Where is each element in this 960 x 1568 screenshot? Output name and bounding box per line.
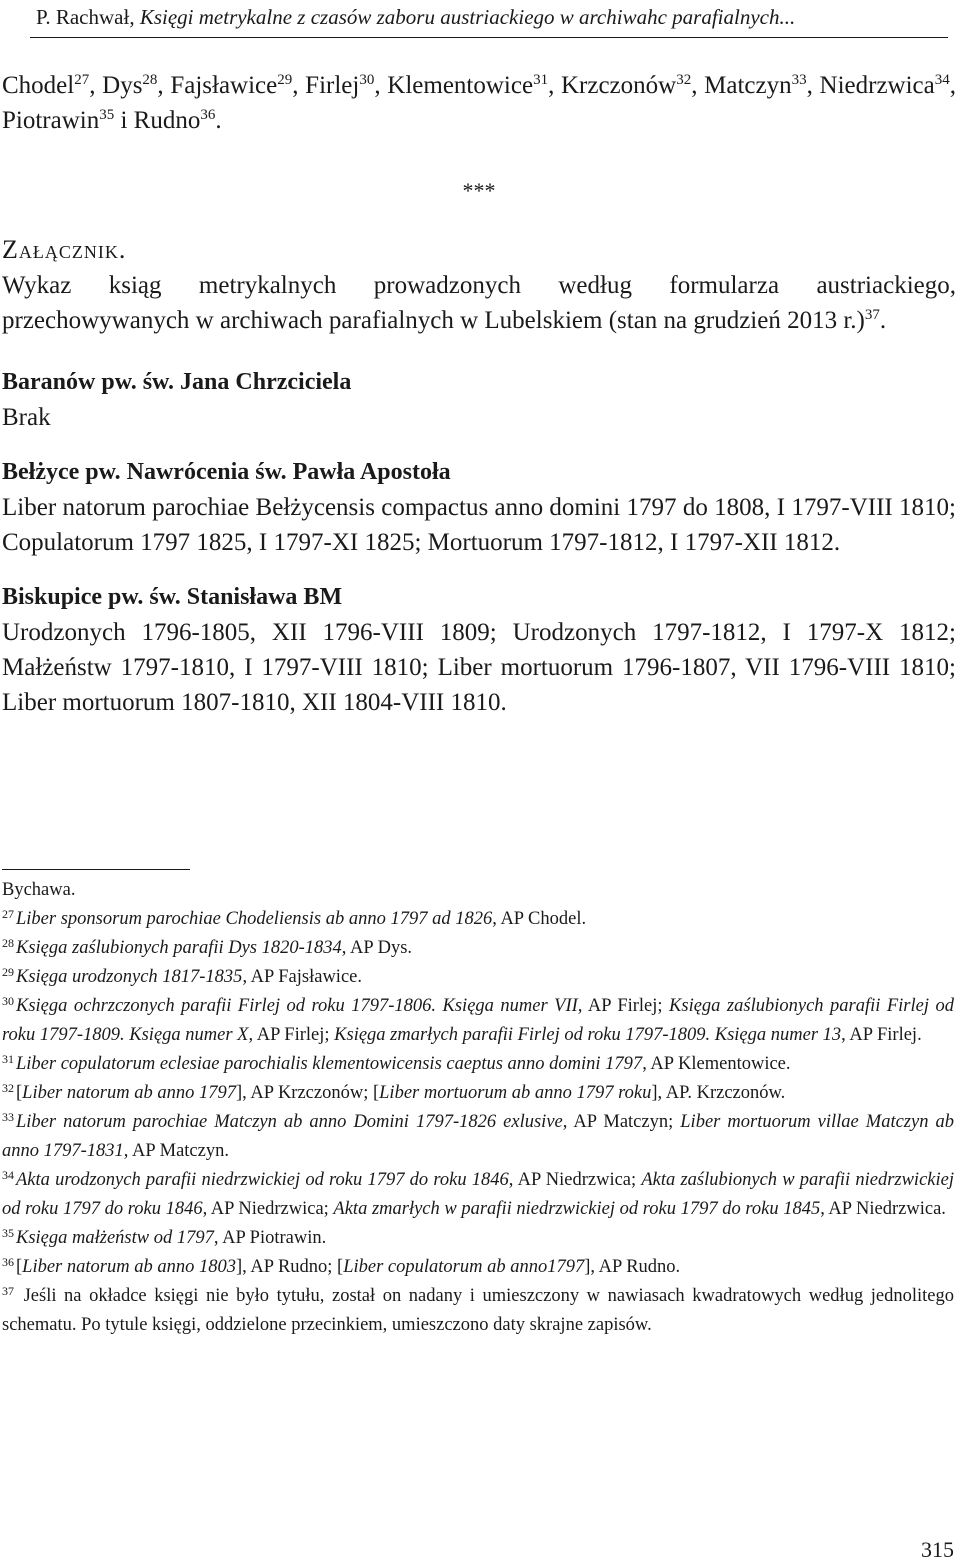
intro-text: Chodel bbox=[2, 72, 75, 99]
footnote bbox=[2, 934, 954, 963]
footnote-ref: 27 bbox=[74, 72, 90, 88]
appendix-heading bbox=[2, 233, 956, 268]
footnote-number: 36 bbox=[2, 1255, 14, 1269]
entry-title: Baranów pw. św. Jana Chrzciciela bbox=[2, 369, 352, 395]
footnote-ref: 31 bbox=[533, 72, 549, 88]
footnote-number: 29 bbox=[2, 965, 14, 979]
footnote-number: 31 bbox=[2, 1052, 14, 1066]
footnote-text: , AP Niedrzwica; bbox=[202, 1199, 334, 1219]
footnote-text: , AP Fajsławice. bbox=[242, 967, 362, 987]
intro-text: , Piotrawin bbox=[2, 72, 956, 134]
footnote-text: , AP Dys. bbox=[341, 938, 413, 958]
footnote-ref: 35 bbox=[99, 107, 115, 123]
footnote-title: Księga zaślubionych parafii Firlej od roku 1797-1809. Księga numer X bbox=[2, 996, 954, 1045]
footnote-text: Bychawa. bbox=[2, 880, 76, 900]
footnote-ref: 34 bbox=[934, 72, 950, 88]
footnote bbox=[2, 992, 954, 1050]
footnote-title: Liber natorum parochiae Matczyn ab anno Domini 1797-1826 exlusive bbox=[16, 1112, 563, 1132]
appendix-description-text: Wykaz ksiąg metrykalnych prowadzonych według formularza austriackiego, przechowywanych w archiwach parafialnych w Lubelskiem (stan na grudzień 2013 r.) bbox=[2, 272, 956, 334]
footnote-text: , AP Niedrzwica; bbox=[508, 1170, 642, 1190]
intro-text: . bbox=[215, 107, 222, 134]
footnote-text: ], AP Krzczonów; [ bbox=[235, 1083, 380, 1103]
running-header bbox=[36, 4, 946, 30]
footnote bbox=[2, 963, 954, 992]
footnote-text: ], AP Rudno; [ bbox=[235, 1257, 344, 1277]
intro-text: , Firlej bbox=[292, 72, 360, 99]
appendix-description: Wykaz ksiąg metrykalnych prowadzonych według formularza austriackiego, przechowywanych w archiwach parafialnych w Lubelskiem (stan na grudzień 2013 r.)$^{37}$. bbox=[2, 272, 956, 334]
footnote-text: , AP Matczyn; bbox=[562, 1112, 681, 1132]
footnote-text: , AP Firlej; bbox=[248, 1025, 335, 1045]
header-rule bbox=[30, 37, 948, 38]
footnote-title: Księga zmarłych parafii Firlej od roku 1797-1809. Księga numer 13 bbox=[334, 1025, 842, 1045]
footnote-title: Liber mortuorum ab anno 1797 roku bbox=[379, 1083, 652, 1103]
footnote bbox=[2, 876, 954, 905]
appendix-footnote-ref: 37 bbox=[864, 307, 880, 323]
footnote-title: Liber sponsorum parochiae Chodeliensis ab anno 1797 ad 1826 bbox=[16, 909, 493, 929]
footnote-ref: 28 bbox=[142, 72, 158, 88]
intro-paragraph bbox=[2, 68, 956, 138]
footnote bbox=[2, 1166, 954, 1224]
entry-text: Liber natorum parochiae Bełżycensis compactus anno domini 1797 do 1808, I 1797-VIII 1810; Copulatorum 1797 1825, I 1797-XI 1825; Mortuorum 1797-1812, I 1797-XII 1812. bbox=[2, 494, 956, 556]
footnote-text: [ bbox=[16, 1083, 23, 1103]
header-author: P. Rachwał, bbox=[36, 5, 140, 29]
intro-text: , Matczyn bbox=[691, 72, 792, 99]
footnote-title: Księga urodzonych 1817-1835 bbox=[16, 967, 243, 987]
footnote-ref: 30 bbox=[359, 72, 375, 88]
footnotes bbox=[2, 876, 954, 1340]
footnote bbox=[2, 1079, 954, 1108]
footnote-ref: 32 bbox=[676, 72, 692, 88]
footnote-title: Księga ochrzczonych parafii Firlej od roku 1797-1806. Księga numer VII, bbox=[16, 996, 583, 1016]
appendix-label: Załącznik. bbox=[2, 235, 127, 264]
footnote bbox=[2, 905, 954, 934]
footnote-number: 33 bbox=[2, 1110, 14, 1124]
intro-text: , Krzczonów bbox=[548, 72, 677, 99]
footnote-number: 30 bbox=[2, 994, 14, 1008]
entry-text: Brak bbox=[2, 404, 51, 431]
entry-text: Urodzonych 1796-1805, XII 1796-VIII 1809; Urodzonych 1797-1812, I 1797-X 1812; Małżeństw 1797-1810, I 1797-VIII 1810; Liber mortuorum 1796-1807, VII 1796-VIII 1810; Liber mortuorum 1807-1810, XII 1804-VIII 1810. bbox=[2, 619, 956, 716]
footnote-title: Liber natorum ab anno 1803 bbox=[22, 1257, 236, 1277]
footnote-text: AP Firlej; bbox=[582, 996, 670, 1016]
footnote-title: Liber mortuorum villae Matczyn ab anno 1797-1831 bbox=[2, 1112, 954, 1161]
intro-text: , Fajsławice bbox=[157, 72, 278, 99]
footnote-text: Jeśli na okładce księgi nie było tytułu, został on nadany i umieszczony w nawiasach kwadratowych według jednolitego schematu. Po tytule księgi, oddzielone przecinkiem, umieszczono daty skrajne zapisów. bbox=[2, 1286, 954, 1335]
entry-title: Bełżyce pw. Nawrócenia św. Pawła Apostoła bbox=[2, 459, 451, 485]
intro-text: , Klementowice bbox=[374, 72, 534, 99]
footnote-title: Liber copulatorum ab anno1797 bbox=[343, 1257, 585, 1277]
footnote-title: Liber copulatorum eclesiae parochialis klementowicensis caeptus anno domini 1797 bbox=[16, 1054, 643, 1074]
footnote bbox=[2, 1253, 954, 1282]
footnote bbox=[2, 1050, 954, 1079]
footnote-text: , AP Klementowice. bbox=[642, 1054, 791, 1074]
footnote-number: 28 bbox=[2, 936, 14, 950]
footnote-text: , AP Piotrawin. bbox=[213, 1228, 327, 1248]
footnote-number: 32 bbox=[2, 1081, 14, 1095]
footnote-text: ], AP. Krzczonów. bbox=[651, 1083, 786, 1103]
section-separator: *** bbox=[462, 178, 496, 203]
footnote bbox=[2, 1224, 954, 1253]
footnote-title: Księga zaślubionych parafii Dys 1820-1834 bbox=[16, 938, 342, 958]
footnote-text: , AP Matczyn. bbox=[123, 1141, 229, 1161]
intro-text: , Dys bbox=[89, 72, 143, 99]
footnote-number: 35 bbox=[2, 1226, 14, 1240]
footnote bbox=[2, 1282, 954, 1340]
intro-text: i Rudno bbox=[114, 107, 201, 134]
header-title: Księgi metrykalne z czasów zaboru austriackiego w archiwahc parafialnych... bbox=[139, 5, 796, 29]
footnote-title: Akta zmarłych w parafii niedrzwickiej od roku 1797 do roku 1845 bbox=[333, 1199, 821, 1219]
intro-text: , Niedrzwica bbox=[806, 72, 935, 99]
footnote-ref: 36 bbox=[200, 107, 216, 123]
footnote-text: , AP Firlej. bbox=[841, 1025, 922, 1045]
footnote-text: ], AP Rudno. bbox=[584, 1257, 681, 1277]
footnote-title: Księga małżeństw od 1797 bbox=[16, 1228, 214, 1248]
footnote-number: 27 bbox=[2, 907, 14, 921]
entry-title: Biskupice pw. św. Stanisława BM bbox=[2, 584, 343, 610]
page-number: 315 bbox=[921, 1537, 954, 1562]
main-text bbox=[2, 68, 956, 720]
footnote-number: 37 bbox=[2, 1284, 14, 1298]
footnote-title: Akta urodzonych parafii niedrzwickiej od roku 1797 do roku 1846 bbox=[16, 1170, 509, 1190]
footnote bbox=[2, 1108, 954, 1166]
footnote-text: , AP Niedrzwica. bbox=[820, 1199, 946, 1219]
footnote-ref: 33 bbox=[791, 72, 807, 88]
footnote-title: Liber natorum ab anno 1797 bbox=[22, 1083, 236, 1103]
footnote-ref: 29 bbox=[277, 72, 293, 88]
footnote-text: [ bbox=[16, 1257, 23, 1277]
footnote-text: , AP Chodel. bbox=[492, 909, 587, 929]
footnote-number: 34 bbox=[2, 1168, 14, 1182]
footnote-title: Akta zaślubionych w parafii niedrzwickiej od roku 1797 do roku 1846 bbox=[2, 1170, 954, 1219]
footnote-rule bbox=[2, 869, 190, 870]
